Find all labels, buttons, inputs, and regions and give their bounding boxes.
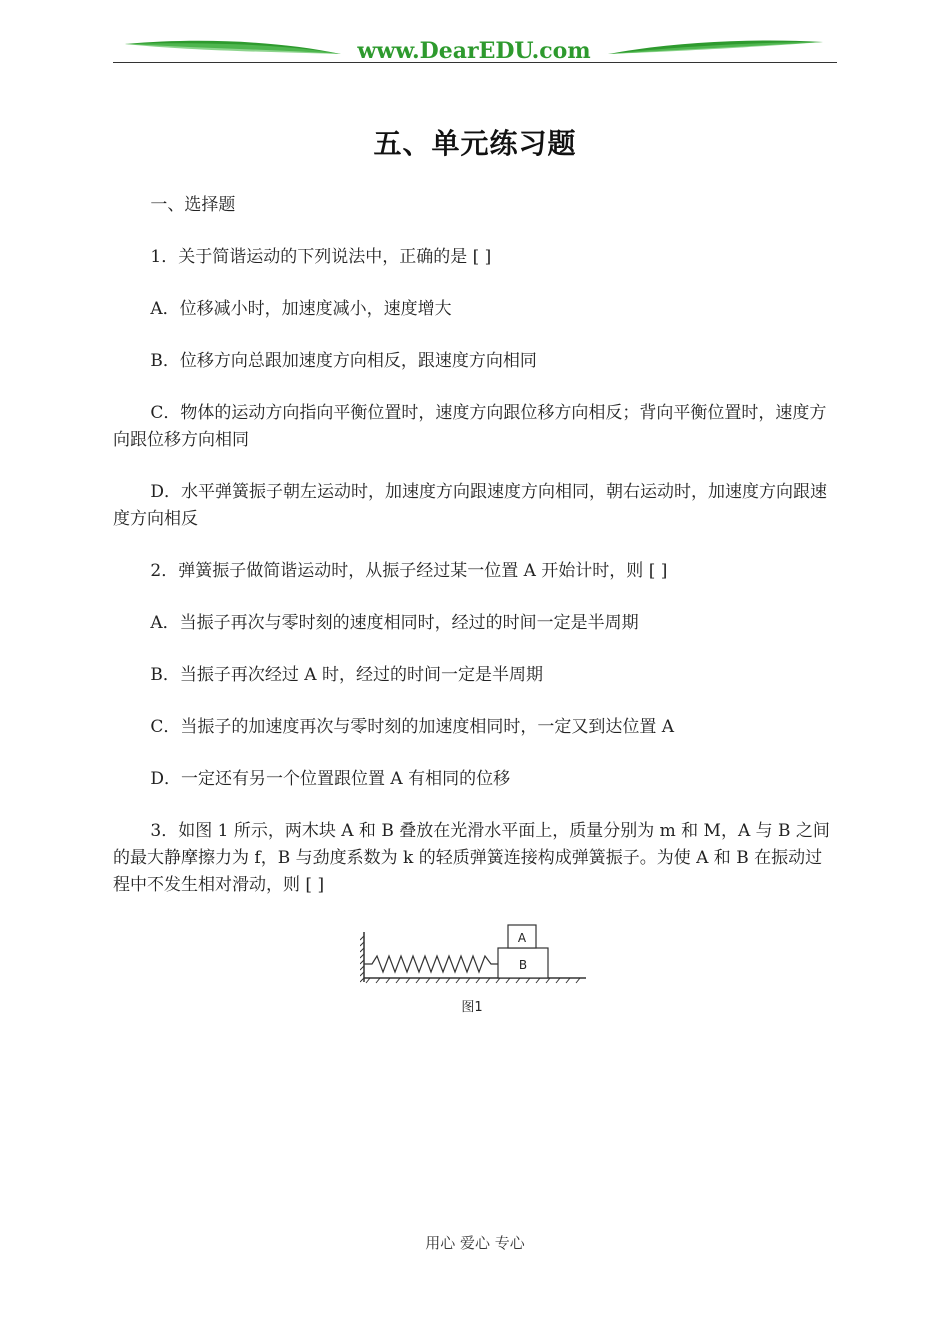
spring-block-figure (360, 922, 590, 1022)
question-2-stem: 2．弹簧振子做简谐运动时，从振子经过某一位置 A 开始计时，则 [ ] (150, 561, 668, 581)
question-2-option-d: D．一定还有另一个位置跟位置 A 有相同的位移 (150, 769, 511, 789)
header-site-text: www.DearEDU.com (357, 38, 591, 64)
spring (364, 956, 498, 972)
question-3-stem: 3．如图 1 所示，两木块 A 和 B 叠放在光滑水平面上，质量分别为 m 和 M，A 与 B 之间的最大静摩擦力为 f，B 与劲度系数为 k 的轻质弹簧连接构成弹簧振子。为使 A 和 B 在振动过程中不发生相对滑动，则 [ ] (113, 821, 830, 895)
site-header-banner (113, 30, 837, 66)
page-footer: 用心 爱心 专心 (425, 1234, 525, 1252)
question-2-option-b: B．当振子再次经过 A 时，经过的时间一定是半周期 (150, 665, 543, 685)
question-2-option-a: A．当振子再次与零时刻的速度相同时，经过的时间一定是半周期 (150, 613, 639, 633)
header-leaf-logo (113, 30, 837, 66)
question-1-option-a: A．位移减小时，加速度减小，速度增大 (150, 299, 452, 319)
block-a-label: A (517, 931, 527, 945)
question-1-option-c: C．物体的运动方向指向平衡位置时，速度方向跟位移方向相反；背向平衡位置时，速度方向跟位移方向相同 (113, 403, 827, 450)
header-rule (113, 62, 837, 63)
document-body (113, 192, 837, 899)
page-title: 五、单元练习题 (373, 127, 577, 160)
figure-caption: 图1 (461, 1000, 483, 1015)
question-1-stem: 1．关于简谐运动的下列说法中，正确的是 [ ] (150, 247, 492, 267)
question-2-option-c: C．当振子的加速度再次与零时刻的加速度相同时，一定又到达位置 A (150, 717, 675, 737)
section-heading: 一、选择题 (150, 195, 236, 215)
block-b-label: B (518, 958, 528, 972)
question-1-option-d: D．水平弹簧振子朝左运动时，加速度方向跟速度方向相同，朝右运动时，加速度方向跟速度方向相反 (113, 482, 828, 529)
question-1-option-b: B．位移方向总跟加速度方向相反，跟速度方向相同 (150, 351, 537, 371)
